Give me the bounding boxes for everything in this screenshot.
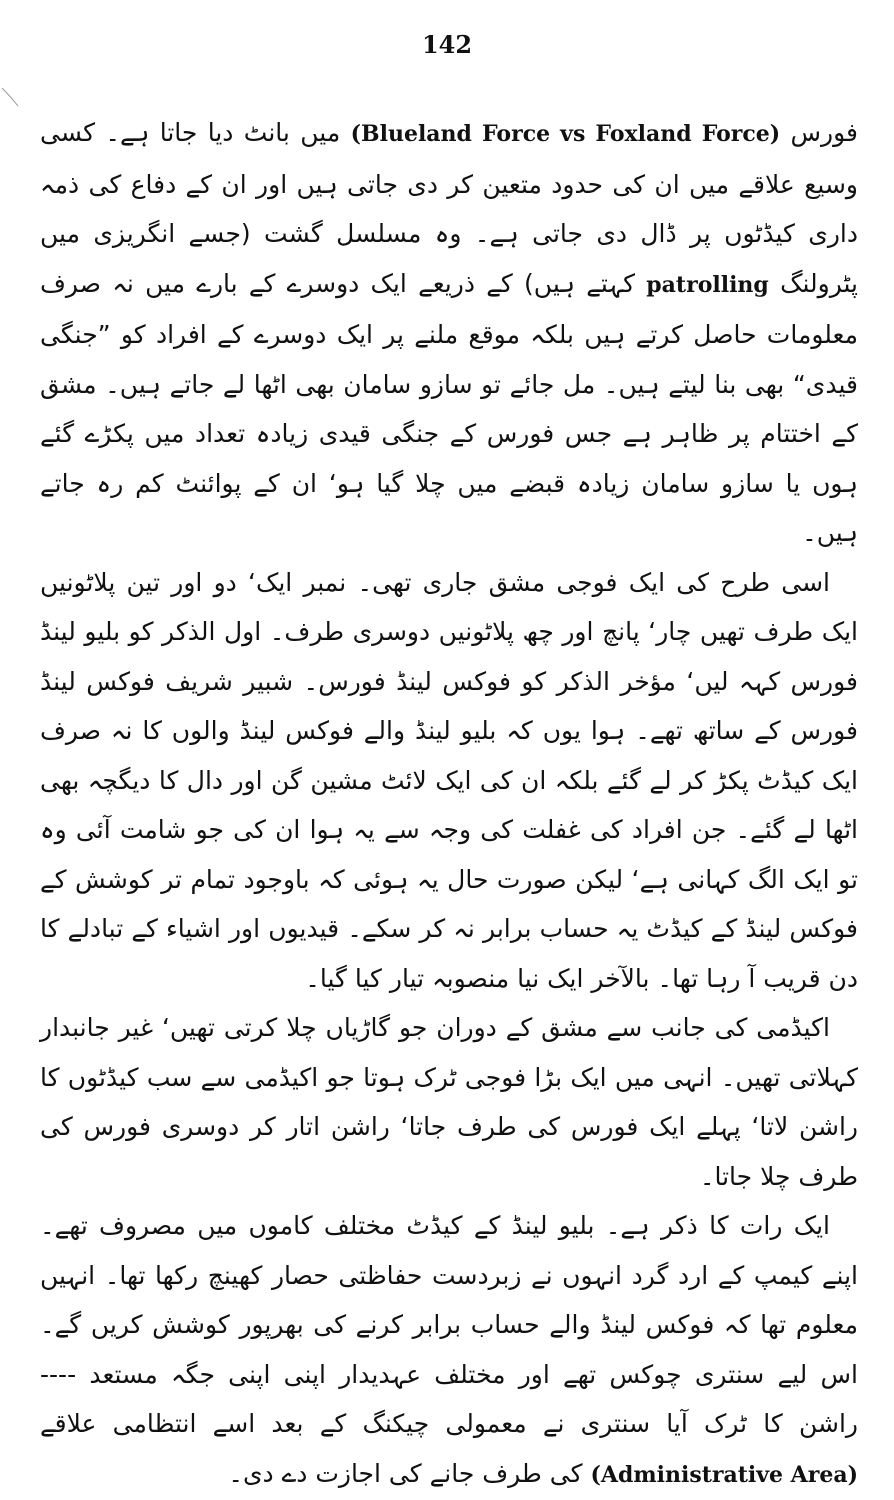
page-number: 142	[421, 30, 473, 59]
paragraph-text: ایک رات کا ذکر ہے۔ بلیو لینڈ کے کیڈٹ مختلف کاموں میں مصروف تھے۔ اپنے کیمپ کے ارد گرد انہوں نے زبردست حفاظتی حصار کھینچ رکھا تھا۔ انہیں معلوم تھا کہ فوکس لینڈ والے حساب برابر کرنے کی بھرپور کوشش کریں گے۔ اس لیے سنتری چوکس تھے اور مختلف عہدیدار اپنی اپنی جگہ مستعد ---- راشن کا ٹرک آیا سنتری نے معمولی چیکنگ کے بعد اسے انتظامی علاقے	[40, 1211, 858, 1438]
english-term: (Blueland Force vs Foxland Force)	[350, 121, 781, 147]
paragraph-text: اکیڈمی کی جانب سے مشق کے دوران جو گاڑیاں چلا کرتی تھیں‘ غیر جانبدار کہلاتی تھیں۔ انہی میں ایک بڑا فوجی ٹرک ہوتا جو اکیڈمی سے سب کیڈٹوں کا راشن لاتا‘ پہلے ایک فورس کی طرف جاتا‘ راشن اتار کر دوسری فورس کی طرف چلا جاتا۔	[40, 1013, 858, 1191]
paragraph-text: فورس	[780, 118, 858, 147]
english-term: patrolling	[646, 271, 769, 298]
paragraph-text: اسی طرح کی ایک فوجی مشق جاری تھی۔ نمبر ایک‘ دو اور تین پلاٹونیں ایک طرف تھیں چار‘ پانچ اور چھ پلاٹونیں دوسری طرف۔ اول الذکر کو بلیو لینڈ فورس کہہ لیں‘ مؤخر الذکر کو فوکس لینڈ فورس۔ شبیر شریف فوکس لینڈ فورس کے ساتھ تھے۔ ہوا یوں کہ بلیو لینڈ والے فوکس لینڈ والوں کا نہ صرف ایک کیڈٹ پکڑ کر لے گئے بلکہ ان کی ایک لائٹ مشین گن اور دال کا دیگچہ بھی اٹھا لے گئے۔ جن افراد کی غفلت کی وجہ سے یہ ہوا ان کی جو شامت آئی وہ تو ایک الگ کہانی ہے‘ لیکن صورت حال یہ ہوئی کہ باوجود تمام تر کوشش کے فوکس لینڈ کے کیڈٹ یہ حساب برابر نہ کر سکے۔ قیدیوں اور اشیاء کے تبادلے کا دن قریب آ رہا تھا۔ بالآخر ایک نیا منصوبہ تیار کیا گیا۔	[40, 567, 858, 993]
scan-edge-mark	[0, 60, 30, 120]
english-term: (Administrative Area)	[590, 1461, 858, 1488]
paragraph	[40, 558, 858, 1004]
paragraph	[40, 1201, 858, 1500]
paragraph-text: کہتے ہیں) کے ذریعے ایک دوسرے کے بارے میں نہ صرف معلومات حاصل کرتے ہیں بلکہ موقع ملنے پر ایک دوسرے کے افراد کو ”جنگی قیدی“ بھی بنا لیتے ہیں۔ مل جائے تو سازو سامان بھی اٹھا لے جاتے ہیں۔ مشق کے اختتام پر ظاہر ہے جس فورس کے جنگی قیدی زیادہ تعداد میں پکڑے گئے ہوں یا سازو سامان زیادہ قبضے میں چلا گیا ہو‘ ان کے پوائنٹ کم رہ جاتے ہیں۔	[40, 268, 858, 547]
paragraph-text: میں بانٹ دیا جاتا ہے۔ کسی وسیع علاقے میں ان کی حدود متعین کر دی جاتی ہیں اور ان کے دفاع کی ذمہ داری کیڈٹوں پر ڈال دی جاتی ہے۔ وہ مسلسل گشت (جسے انگریزی میں پٹرولنگ	[40, 118, 858, 298]
paragraph-text: کی طرف جانے کی اجازت دے دی۔	[228, 1458, 591, 1488]
paragraph	[40, 1003, 858, 1201]
body-text	[40, 108, 858, 1500]
paragraph	[40, 108, 858, 558]
